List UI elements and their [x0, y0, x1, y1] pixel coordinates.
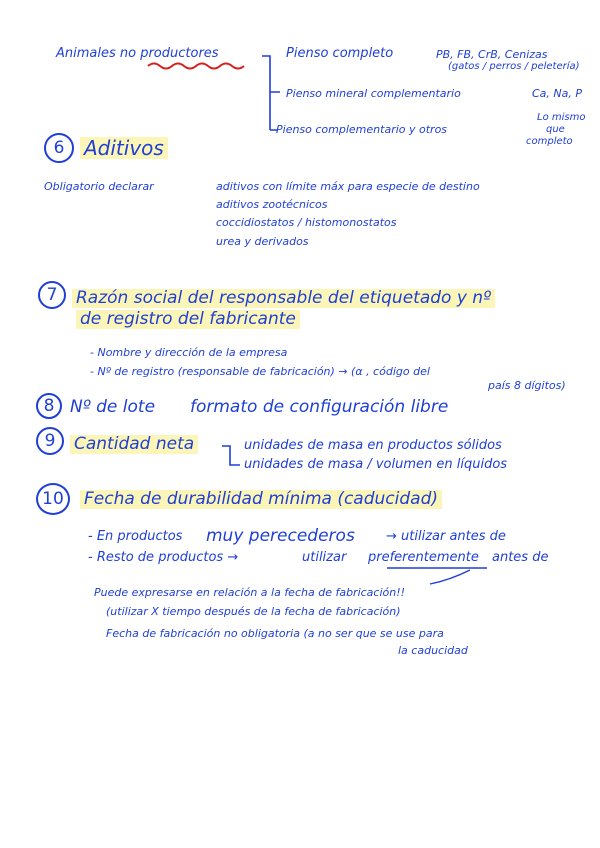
s10-note3-cont: la caducidad: [398, 644, 468, 657]
branch-bracket-9: [222, 446, 240, 465]
line3-value-b: que: [546, 124, 565, 135]
s10-bullet1-b: muy perecederos: [206, 526, 355, 546]
s10-bullet1-c: → utilizar antes de: [386, 529, 506, 544]
s10-note1: Puede expresarse en relación a la fecha de fabricación!!: [94, 586, 406, 599]
line2-value: Ca, Na, P: [532, 87, 583, 100]
line3-value-c: completo: [526, 136, 573, 147]
line1-note: (gatos / perros / peletería): [448, 61, 580, 72]
s9-value1: unidades de masa en productos sólidos: [244, 438, 502, 453]
line1-value: PB, FB, CrB, Cenizas: [436, 48, 548, 61]
s10-note3: Fecha de fabricación no obligatoria (a no ser que se use para: [106, 627, 444, 640]
s7-bullet2: - Nº de registro (responsable de fabricación) → (α , código del: [90, 365, 430, 378]
line3-label: Pienso complementario y otros: [276, 123, 448, 136]
section-10-title: Fecha de durabilidad mínima (caducidad): [80, 490, 442, 509]
block1-title: Animales no productores: [56, 46, 219, 61]
section-7-number: 7: [38, 281, 66, 309]
curved-arrow: [430, 570, 470, 584]
s6-item4: urea y derivados: [216, 235, 309, 248]
s6-lead: Obligatorio declarar: [44, 180, 154, 193]
s6-item2: aditivos zootécnicos: [216, 198, 328, 211]
line3-value-a: Lo mismo: [537, 112, 586, 123]
s7-bullet1: - Nombre y dirección de la empresa: [90, 346, 288, 359]
s10-bullet2-b: utilizar: [302, 550, 347, 565]
section-6-title: Aditivos: [80, 137, 168, 159]
s9-value2: unidades de masa / volumen en líquidos: [244, 457, 508, 472]
s10-bullet2-d: antes de: [492, 550, 549, 565]
section-9-number: 9: [36, 427, 64, 455]
s10-note2: (utilizar X tiempo después de la fecha de fabricación): [106, 605, 401, 618]
s10-bullet2-a: - Resto de productos →: [88, 550, 239, 565]
s10-bullet1-a: - En productos: [88, 529, 183, 544]
section-8-value: formato de configuración libre: [190, 397, 449, 417]
section-7-title-l1: Razón social del responsable del etiquetado y nº: [72, 289, 495, 308]
line1-label: Pienso completo: [286, 46, 394, 61]
s7-bullet2-cont: país 8 dígitos): [488, 379, 566, 392]
section-10-number: 10: [36, 483, 70, 515]
section-6-number: 6: [44, 133, 74, 163]
section-9-title: Cantidad neta: [70, 435, 198, 454]
section-8-number: 8: [36, 393, 62, 419]
s10-bullet2-c: preferentemente: [368, 550, 479, 565]
s6-item1: aditivos con límite máx para especie de destino: [216, 180, 480, 193]
red-underline: [148, 64, 244, 69]
s6-item3: coccidiostatos / histomonostatos: [216, 216, 397, 229]
line2-label: Pienso mineral complementario: [286, 87, 461, 100]
section-7-title-l2: de registro del fabricante: [76, 310, 300, 329]
section-8-title: Nº de lote: [70, 397, 156, 417]
branch-bracket: [262, 56, 280, 130]
